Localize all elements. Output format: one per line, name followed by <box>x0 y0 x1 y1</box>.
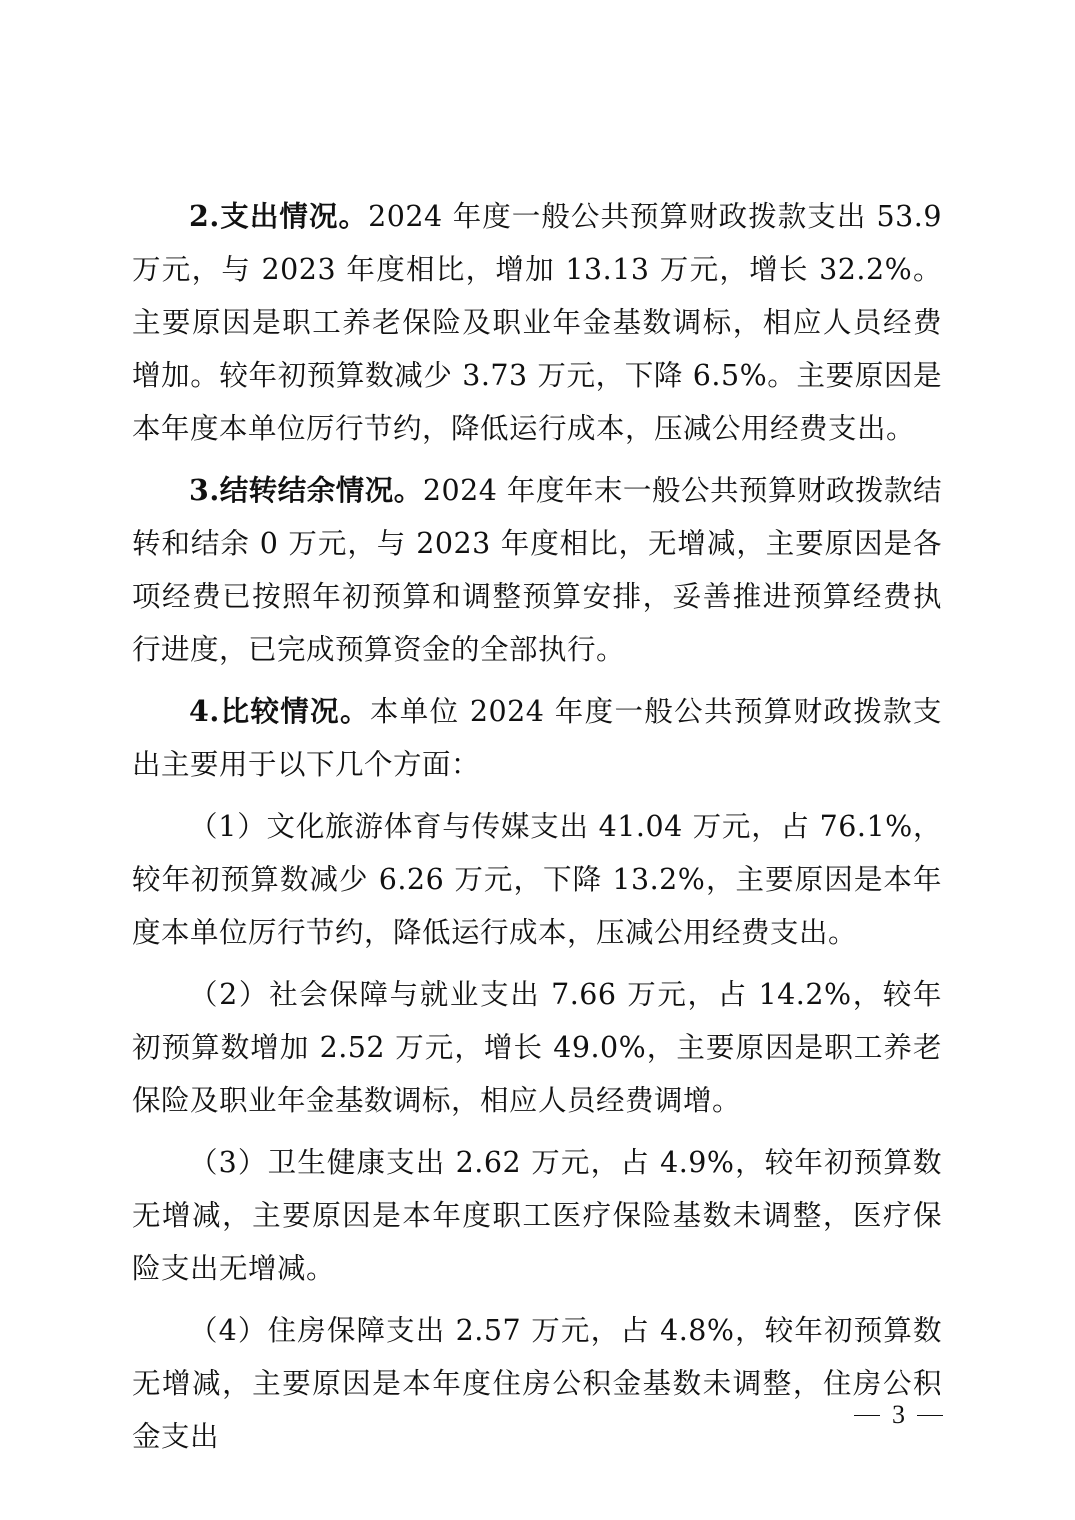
document-body <box>132 190 942 1472</box>
paragraph-expenditure <box>132 190 942 455</box>
paragraph-text: （4）住房保障支出 2.57 万元，占 4.8%，较年初预算数无增减，主要原因是本年度住房公积金基数未调整，住房公积金支出 <box>132 1314 942 1453</box>
paragraph-text: （1）文化旅游体育与传媒支出 41.04 万元，占 76.1%，较年初预算数减少 6.26 万元，下降 13.2%，主要原因是本年度本单位厉行节约，降低运行成本，压减公用经费支出。 <box>132 810 942 949</box>
paragraph-heading: 4.比较情况。 <box>189 694 370 728</box>
paragraph-text: （3）卫生健康支出 2.62 万元，占 4.9%，较年初预算数无增减，主要原因是本年度职工医疗保险基数未调整，医疗保险支出无增减。 <box>132 1146 942 1285</box>
footer-dash-left <box>854 1415 880 1416</box>
paragraph-comparison <box>132 685 942 791</box>
paragraph-heading: 3.结转结余情况。 <box>189 473 423 507</box>
paragraph-heading: 2.支出情况。 <box>189 199 369 233</box>
paragraph-text: 2024 年度一般公共预算财政拨款支出 53.9 万元，与 2023 年度相比，增加 13.13 万元，增长 32.2%。主要原因是职工养老保险及职业年金基数调标，相应人员经费增加。较年初预算数减少 3.73 万元，下降 6.5%。主要原因是本年度本单位厉行节约，降低运行成本，压减公用经费支出。 <box>132 200 942 445</box>
paragraph-text: 本单位 2024 年度一般公共预算财政拨款支出主要用于以下几个方面： <box>132 695 942 781</box>
paragraph-carryover <box>132 464 942 676</box>
paragraph-text: 2024 年度年末一般公共预算财政拨款结转和结余 0 万元，与 2023 年度相比，无增减，主要原因是各项经费已按照年初预算和调整预算安排，妥善推进预算经费执行进度，已完成预算资金的全部执行。 <box>132 474 942 666</box>
paragraph-item-4 <box>132 1304 942 1463</box>
page-number: 3 <box>892 1400 905 1429</box>
paragraph-text: （2）社会保障与就业支出 7.66 万元，占 14.2%，较年初预算数增加 2.52 万元，增长 49.0%，主要原因是职工养老保险及职业年金基数调标，相应人员经费调增。 <box>132 978 942 1117</box>
paragraph-item-1 <box>132 800 942 959</box>
page-footer <box>854 1400 943 1430</box>
footer-dash-right <box>917 1415 943 1416</box>
paragraph-item-3 <box>132 1136 942 1295</box>
paragraph-item-2 <box>132 968 942 1127</box>
